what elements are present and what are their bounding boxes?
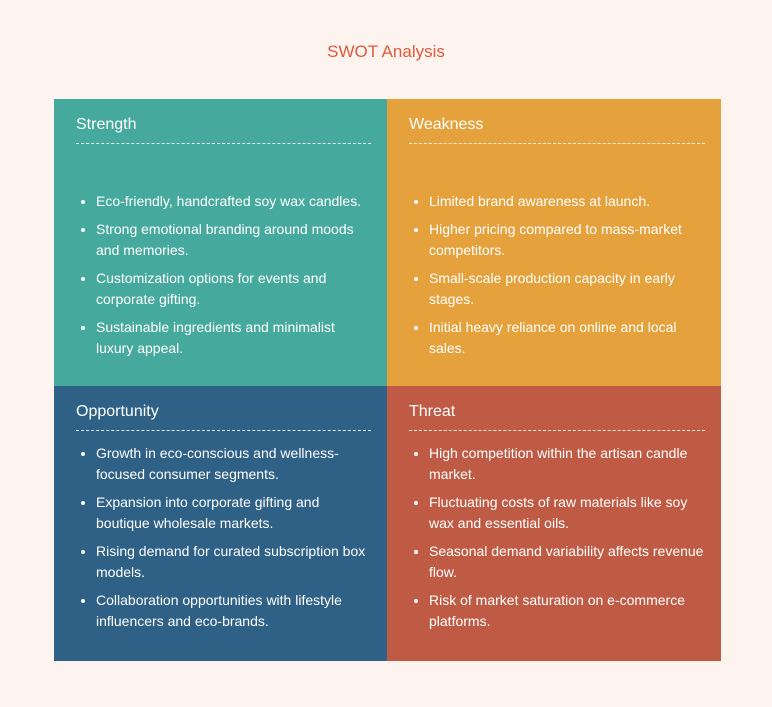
swot-grid <box>54 99 721 661</box>
opportunity-heading: Opportunity <box>76 401 371 431</box>
weakness-list <box>409 191 705 359</box>
list-item: • Eco-friendly, handcrafted soy wax candles. <box>96 191 371 212</box>
weakness-quadrant <box>387 99 721 386</box>
list-item: • Fluctuating costs of raw materials like soy wax and essential oils. <box>429 492 705 534</box>
list-item: • Expansion into corporate gifting and boutique wholesale markets. <box>96 492 371 534</box>
list-item: • Higher pricing compared to mass-market competitors. <box>429 219 705 261</box>
list-item: • Collaboration opportunities with lifestyle influencers and eco-brands. <box>96 590 371 632</box>
list-item: • Seasonal demand variability affects revenue flow. <box>429 541 705 583</box>
strength-list <box>76 191 371 359</box>
weakness-heading: Weakness <box>409 114 705 144</box>
opportunity-list <box>76 443 371 632</box>
strength-quadrant <box>54 99 387 386</box>
list-item: • Customization options for events and corporate gifting. <box>96 268 371 310</box>
threat-list <box>409 443 705 632</box>
threat-heading: Threat <box>409 401 705 431</box>
list-item: • Limited brand awareness at launch. <box>429 191 705 212</box>
strength-heading: Strength <box>76 114 371 144</box>
list-item: • Sustainable ingredients and minimalist luxury appeal. <box>96 317 371 359</box>
list-item: • Risk of market saturation on e-commerce platforms. <box>429 590 705 632</box>
opportunity-quadrant <box>54 386 387 661</box>
page-title: SWOT Analysis <box>327 42 445 61</box>
list-item: • Rising demand for curated subscription box models. <box>96 541 371 583</box>
list-item: • High competition within the artisan candle market. <box>429 443 705 485</box>
list-item: • Growth in eco-conscious and wellness-focused consumer segments. <box>96 443 371 485</box>
threat-quadrant <box>387 386 721 661</box>
list-item: • Initial heavy reliance on online and local sales. <box>429 317 705 359</box>
list-item: • Strong emotional branding around moods and memories. <box>96 219 371 261</box>
list-item: • Small-scale production capacity in early stages. <box>429 268 705 310</box>
